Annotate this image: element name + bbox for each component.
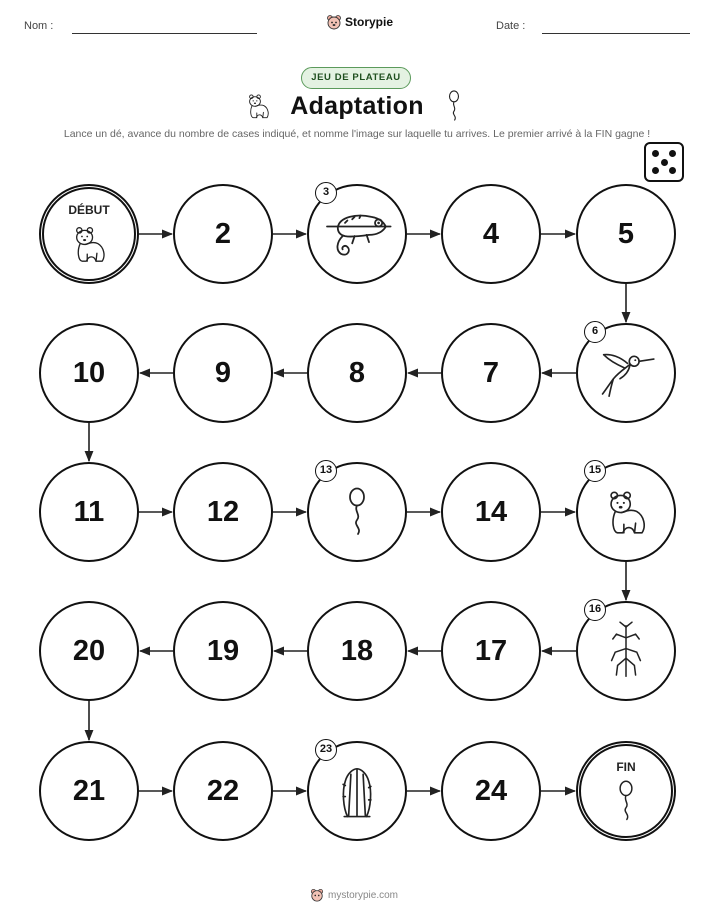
board-space-17[interactable] <box>441 601 541 701</box>
hummingbird-icon <box>596 347 656 399</box>
start-label: DÉBUT <box>68 203 110 217</box>
stick-insect-icon <box>606 621 646 681</box>
polar-bear-cub-icon <box>599 488 653 536</box>
space-number-badge: 15 <box>584 460 606 482</box>
footer <box>310 888 398 902</box>
date-label: Date : <box>496 20 526 32</box>
board-space-12[interactable] <box>173 462 273 562</box>
board-space-4[interactable] <box>441 184 541 284</box>
cactus-icon <box>332 761 382 821</box>
board-space-13[interactable] <box>307 462 407 562</box>
polar-bear-cub-icon <box>67 224 111 264</box>
space-number: 10 <box>72 356 106 389</box>
space-number: 7 <box>482 356 500 389</box>
board-space-22[interactable] <box>173 741 273 841</box>
board-space-11[interactable] <box>39 462 139 562</box>
storypie-logo-icon <box>310 888 324 902</box>
board-space-15[interactable] <box>576 462 676 562</box>
space-number: 18 <box>340 634 374 667</box>
chameleon-icon <box>321 208 393 260</box>
space-number: 19 <box>206 634 240 667</box>
space-number: 9 <box>214 356 232 389</box>
sperm-cell-icon <box>613 780 639 822</box>
space-number: 2 <box>214 217 232 250</box>
board-space-10[interactable] <box>39 323 139 423</box>
board-space-19[interactable] <box>173 601 273 701</box>
space-number: 22 <box>206 774 240 807</box>
board-space-2[interactable] <box>173 184 273 284</box>
footer-url[interactable]: mystorypie.com <box>328 889 399 901</box>
space-number-badge: 6 <box>584 321 606 343</box>
board-space-24[interactable] <box>441 741 541 841</box>
space-number: 21 <box>72 774 106 807</box>
space-number: 20 <box>72 634 106 667</box>
board-space-5[interactable] <box>576 184 676 284</box>
space-number: 8 <box>348 356 366 389</box>
board-game-badge: JEU DE PLATEAU <box>301 67 411 89</box>
board-space-7[interactable] <box>441 323 541 423</box>
board-space-8[interactable] <box>307 323 407 423</box>
space-number: 24 <box>474 774 508 807</box>
start-space[interactable] <box>39 184 139 284</box>
brand-name: Storypie <box>345 15 394 29</box>
space-number: 11 <box>73 495 105 528</box>
board-space-6[interactable] <box>576 323 676 423</box>
space-number: 17 <box>474 634 508 667</box>
sperm-cell-icon <box>342 486 372 538</box>
board-space-14[interactable] <box>441 462 541 562</box>
space-number-badge: 16 <box>584 599 606 621</box>
space-number-badge: 3 <box>315 182 337 204</box>
name-label: Nom : <box>24 20 54 32</box>
board-space-9[interactable] <box>173 323 273 423</box>
space-number: 4 <box>482 217 500 250</box>
space-number-badge: 13 <box>315 460 337 482</box>
board-space-21[interactable] <box>39 741 139 841</box>
space-number-badge: 23 <box>315 739 337 761</box>
board-space-23[interactable] <box>307 741 407 841</box>
board-space-16[interactable] <box>576 601 676 701</box>
space-number: 12 <box>206 495 240 528</box>
board-space-3[interactable] <box>307 184 407 284</box>
finish-space[interactable] <box>576 741 676 841</box>
space-number: 5 <box>617 217 635 250</box>
instructions: Lance un dé, avance du nombre de cases indiqué, et nomme l'image sur laquelle tu arrives. Le premier arrivé à la FIN gagne ! <box>63 128 651 140</box>
board-space-20[interactable] <box>39 601 139 701</box>
board-space-18[interactable] <box>307 601 407 701</box>
finish-label: FIN <box>616 760 636 774</box>
space-number: 14 <box>474 495 508 528</box>
page-title: Adaptation <box>290 92 424 120</box>
